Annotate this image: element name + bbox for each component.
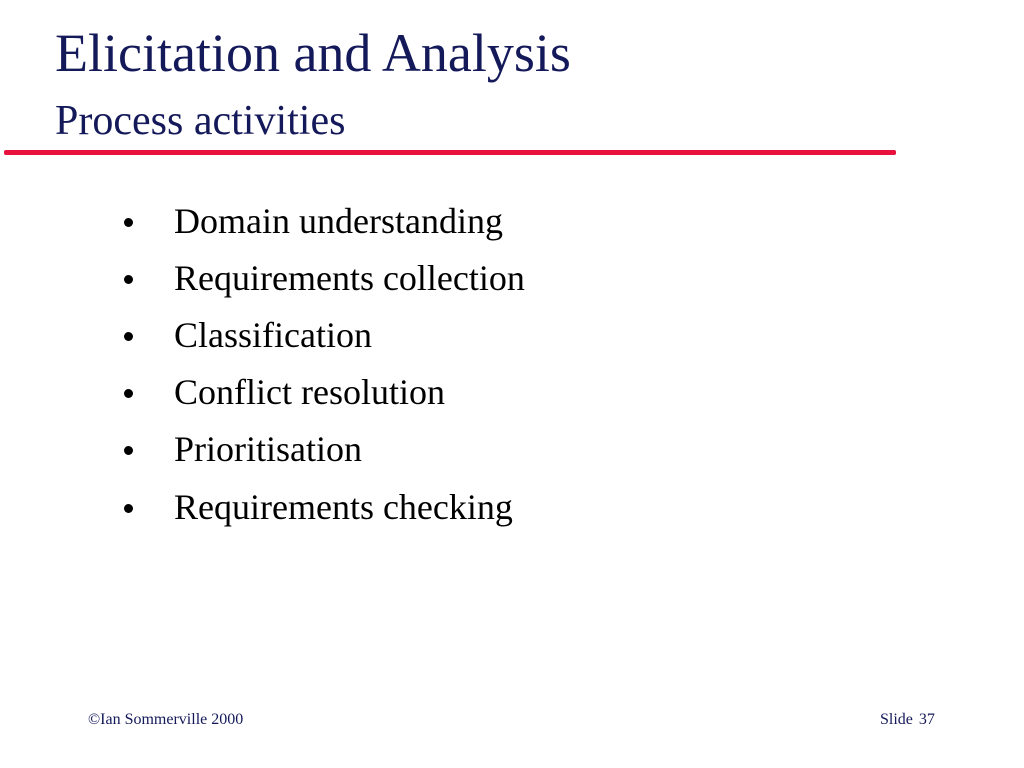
slide-number: 37	[918, 711, 935, 728]
footer-copyright: ©Ian Sommerville 2000	[88, 711, 244, 728]
bullet-text: Classification	[174, 315, 372, 355]
bullet-text: Domain understanding	[174, 201, 503, 241]
bullet-text: Requirements checking	[174, 487, 513, 527]
footer-slide-number	[880, 710, 935, 730]
bullet-dot-icon	[124, 218, 133, 227]
bullet-dot-icon	[124, 446, 133, 455]
bullet-text: Requirements collection	[174, 258, 525, 298]
bullet-text: Prioritisation	[174, 429, 362, 469]
bullet-text: Conflict resolution	[174, 372, 445, 412]
slide-title: Elicitation and Analysis	[55, 23, 571, 83]
title-divider	[4, 150, 896, 155]
slide-label: Slide	[880, 711, 913, 728]
slide-subtitle: Process activities	[55, 98, 346, 144]
bullet-dot-icon	[124, 389, 133, 398]
bullet-dot-icon	[124, 332, 133, 341]
bullet-dot-icon	[124, 275, 133, 284]
bullet-dot-icon	[124, 504, 133, 513]
